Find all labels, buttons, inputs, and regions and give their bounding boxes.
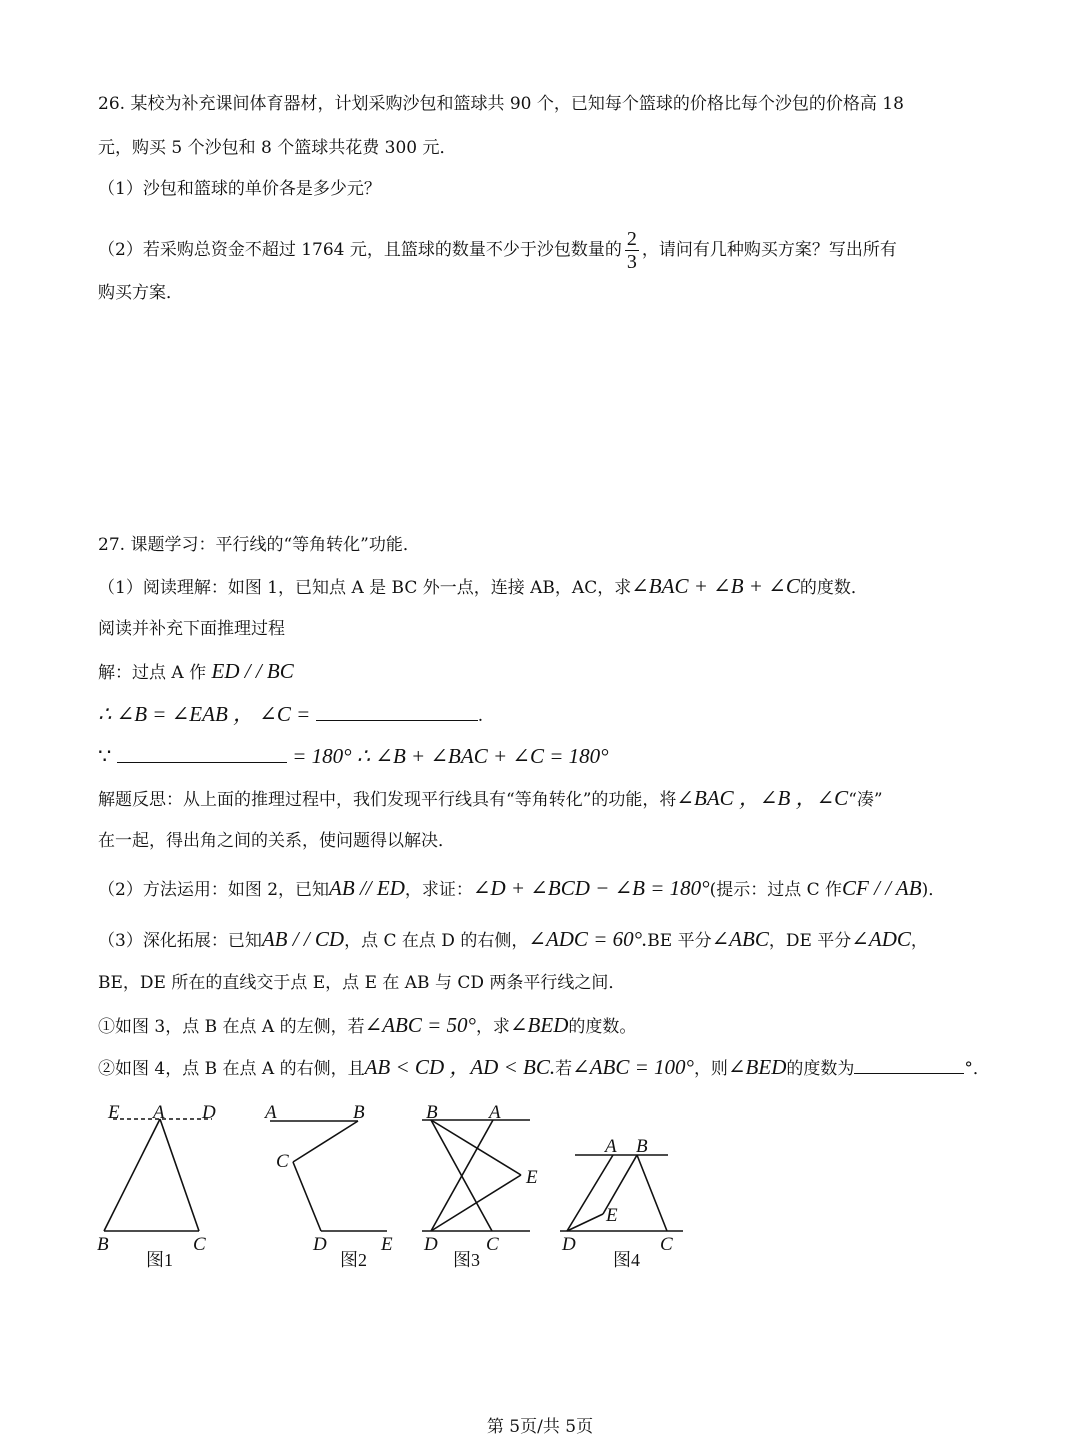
q27-p3-math4: ∠ADC (851, 927, 911, 951)
fig1-caption: 图1 (146, 1250, 173, 1270)
fig4-caption: 图4 (613, 1250, 640, 1270)
frac-numerator: 2 (626, 228, 637, 250)
fig3-label-b: B (426, 1102, 438, 1123)
q27-reflect-math: ∠BAC ，∠B ，∠C (676, 786, 849, 810)
fig2-label-d: D (313, 1234, 327, 1255)
fig3-label-e: E (526, 1167, 538, 1188)
q27-sub2-a: ②如图 4，点 B 在点 A 的右侧，且 (98, 1059, 365, 1079)
q26-part2-b: ，请问有几种购买方案？写出所有 (641, 240, 897, 260)
frac-denominator: 3 (626, 251, 637, 273)
fig4-label-c: C (660, 1234, 673, 1255)
q27-p2-math2: ∠D + ∠BCD − ∠B = 180° (472, 876, 710, 900)
figure-1 (104, 1119, 212, 1231)
q27-p2-b: ，求证： (404, 880, 473, 900)
q27-reflect-a: 解题反思：从上面的推理过程中，我们发现平行线具有“等角转化”的功能，将 (98, 790, 677, 810)
fig4-line-bc (637, 1155, 667, 1231)
fig1-side-ab (104, 1119, 160, 1231)
fig1-label-d: D (202, 1102, 216, 1123)
q27-p3-c: BE 平分 (647, 931, 712, 951)
q27-p1-a: （1）阅读理解：如图 1，已知点 A 是 BC 外一点，连接 AB，AC，求 (98, 578, 632, 598)
q27-p2-a: （2）方法运用：如图 2，已知 (98, 880, 330, 900)
fig2-label-c: C (276, 1151, 289, 1172)
page-footer: 第 5页/共 5页 (486, 1417, 594, 1437)
q27-p3-d: ，DE 平分 (768, 931, 852, 951)
q27-p2-d: )． (921, 880, 946, 900)
fig1-label-c: C (193, 1234, 206, 1255)
fig3-line-ed (431, 1175, 521, 1231)
q27-reflect-c: 在一起，得出角之间的关系，使问题得以解决． (98, 831, 455, 851)
fig2-label-e: E (381, 1234, 393, 1255)
fig3-line-be (431, 1120, 521, 1175)
q27-sub2-c: ，则 (693, 1059, 728, 1079)
q27-p2-c: (提示：过点 C 作 (709, 880, 843, 900)
fig2-line-bc (293, 1121, 358, 1162)
q27-title: 27. 课题学习：平行线的“等角转化”功能． (98, 535, 420, 555)
q27-p3-line2: BE，DE 所在的直线交于点 E，点 E 在 AB 与 CD 两条平行线之间． (98, 973, 626, 993)
fig2-caption: 图2 (340, 1250, 367, 1270)
q27-p3-math2: ∠ADC = 60°. (528, 927, 648, 951)
q27-step2-math: = 180° ∴ ∠B + ∠BAC + ∠C = 180° (292, 744, 609, 768)
q27-reflect-b: “凑” (848, 790, 883, 810)
q27-p3-b: ，点 C 在点 D 的右侧， (344, 931, 529, 951)
figure-3 (422, 1120, 530, 1231)
q26-part2-c: 购买方案． (98, 283, 183, 303)
fig4-label-e: E (606, 1205, 618, 1226)
q27-sub2-math3: ∠BED (727, 1055, 787, 1079)
q27-sub2-e: °． (964, 1059, 990, 1079)
q27-p1-math: ∠BAC + ∠B + ∠C (631, 574, 800, 598)
q27-sol-a: 解：过点 A 作 (98, 663, 207, 683)
fig4-label-d: D (562, 1234, 576, 1255)
q26-part2-a: （2）若采购总资金不超过 1764 元，且篮球的数量不少于沙包数量的 (98, 240, 622, 260)
q27-p3-math3: ∠ABC (711, 927, 769, 951)
fig1-label-e: E (108, 1102, 120, 1123)
q27-p2-math1: AB // ED (329, 876, 405, 900)
fig2-label-a: A (265, 1102, 277, 1123)
q27-sub1-c: 的度数。 (568, 1017, 637, 1037)
fig4-label-b: B (636, 1136, 648, 1157)
q27-p1-b: 的度数． (799, 578, 868, 598)
q27-step2-a: ∵ (98, 744, 112, 768)
q27-sub2-d: 的度数为 (786, 1059, 855, 1079)
q27-step1-end: . (477, 706, 484, 726)
q27-sub1-b: ，求 (475, 1017, 510, 1037)
q27-p3-math1: AB / / CD (261, 927, 345, 951)
fig3-caption: 图3 (453, 1250, 480, 1270)
q27-sub2-math2: ∠ABC = 100° (572, 1055, 694, 1079)
q27-sub2-b: 若 (555, 1059, 573, 1079)
fig3-label-a: A (489, 1102, 501, 1123)
fig1-label-b: B (97, 1234, 109, 1255)
figure-4 (560, 1155, 683, 1231)
q27-read: 阅读并补充下面推理过程 (98, 619, 285, 639)
q27-sub1-math: ∠ABC = 50° (364, 1013, 476, 1037)
fig2-label-b: B (353, 1102, 365, 1123)
q27-sub1-math2: ∠BED (509, 1013, 569, 1037)
fig3-label-d: D (424, 1234, 438, 1255)
q27-sol-math: ED / / BC (211, 659, 294, 683)
fig2-line-cd (293, 1162, 321, 1231)
q26-part1: （1）沙包和篮球的单价各是多少元？ (98, 179, 381, 199)
q26-line1: 26. 某校为补充课间体育器材，计划采购沙包和篮球共 90 个，已知每个篮球的价格比每个沙包的价格高 18 (98, 94, 904, 114)
fig3-label-c: C (486, 1234, 499, 1255)
q27-p3-a: （3）深化拓展：已知 (98, 931, 262, 951)
q27-p2-math3: CF / / AB (842, 876, 922, 900)
q27-p3-e: ， (910, 931, 928, 951)
q26-line2: 元，购买 5 个沙包和 8 个篮球共花费 300 元． (98, 138, 457, 158)
q27-step1-math: ∴ ∠B = ∠EAB ， ∠C = (98, 702, 311, 726)
q27-sub2-math: AB < CD ，AD < BC. (364, 1055, 556, 1079)
fig4-label-a: A (605, 1136, 617, 1157)
figure-2 (270, 1121, 387, 1231)
fig1-side-ac (160, 1119, 199, 1231)
fig1-label-a: A (153, 1102, 165, 1123)
q27-sub1-a: ①如图 3，点 B 在点 A 的左侧，若 (98, 1017, 365, 1037)
